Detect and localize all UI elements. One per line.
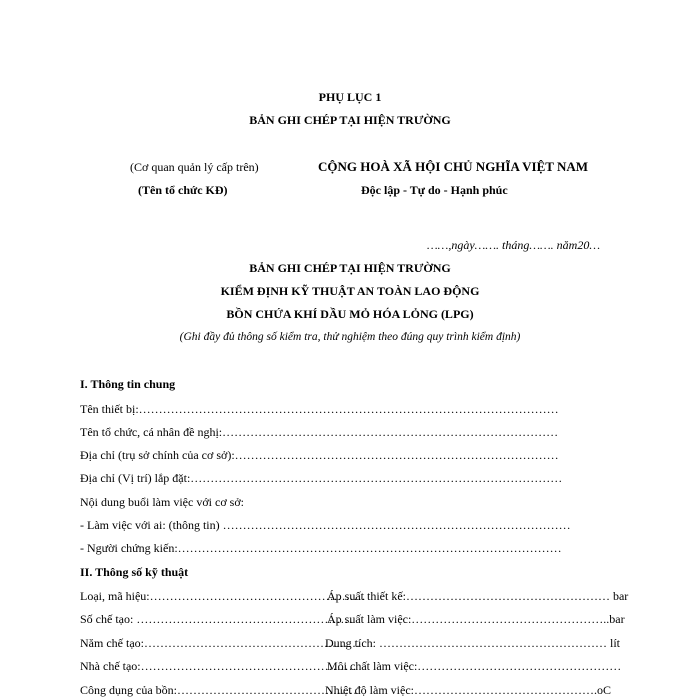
record-title-1: BẢN GHI CHÉP TẠI HIỆN TRƯỜNG bbox=[249, 261, 451, 275]
spec-left-manufacturer: Nhà chế tạo:……………………………………………… bbox=[80, 659, 357, 673]
spec-right-working-pressure: Áp suất làm việc:…………………………………………..bar bbox=[327, 612, 625, 626]
field-requesting-org: Tên tổ chức, cá nhân đề nghị:………………………………………………………………………… bbox=[80, 425, 559, 439]
section-1-heading: I. Thông tin chung bbox=[80, 377, 176, 391]
spec-right-working-temperature: Nhiệt độ làm việc:……………………………………….oC bbox=[325, 683, 611, 697]
field-equipment-name: Tên thiết bị:…………………………………………………………………………………………… bbox=[80, 402, 559, 416]
field-installation-address: Địa chỉ (Vị trí) lắp đặt:………………………………………………………………………………… bbox=[80, 471, 563, 485]
section-2-heading: II. Thông số kỹ thuật bbox=[80, 565, 189, 579]
field-head-office-address: Địa chỉ (trụ sở chính của cơ sở):……………………………………………………………………… bbox=[80, 448, 559, 462]
spec-right-design-pressure: Áp suất thiết kế:…………………………………………… bar bbox=[327, 589, 629, 603]
field-meeting-content: Nội dung buổi làm việc với cơ sở: bbox=[80, 495, 245, 509]
spec-right-working-medium: Môi chất làm việc:…………………………………………… bbox=[327, 659, 622, 673]
date-line: ……,ngày……. tháng……. năm20… bbox=[427, 238, 601, 252]
spec-left-manufacture-year: Năm chế tạo:……………………………………………… bbox=[80, 636, 360, 650]
spec-left-serial-number: Số chế tạo: ……………………………………………… bbox=[80, 612, 353, 626]
record-title-2: KIỂM ĐỊNH KỸ THUẬT AN TOÀN LAO ĐỘNG bbox=[220, 284, 480, 298]
spec-left-tank-purpose: Công dụng của bồn:……………………………………… bbox=[80, 683, 357, 697]
field-witness: - Người chứng kiến:…………………………………………………………………………………… bbox=[80, 541, 562, 555]
appendix-title: PHỤ LỤC 1 bbox=[318, 90, 382, 104]
spec-left-type-model: Loại, mã hiệu:……………………………………………… bbox=[80, 589, 366, 603]
field-contact-person: - Làm việc với ai: (thông tin) …………………………………………………………………………… bbox=[80, 518, 571, 532]
appendix-subtitle: BẢN GHI CHÉP TẠI HIỆN TRƯỜNG bbox=[249, 113, 451, 127]
country-name: CỘNG HOÀ XÃ HỘI CHỦ NGHĨA VIỆT NAM bbox=[318, 159, 589, 174]
parent-agency: (Cơ quan quản lý cấp trên) bbox=[130, 160, 259, 174]
organization-name: (Tên tổ chức KĐ) bbox=[138, 183, 228, 197]
record-title-3: BỒN CHỨA KHÍ DẦU MỎ HÓA LỎNG (LPG) bbox=[226, 307, 474, 321]
record-note: (Ghi đầy đủ thông số kiểm tra, thử nghiệm theo đúng quy trình kiểm định) bbox=[179, 331, 521, 343]
spec-right-capacity: Dung tích: ………………………………………………… lít bbox=[325, 636, 620, 650]
national-motto: Độc lập - Tự do - Hạnh phúc bbox=[361, 183, 508, 197]
